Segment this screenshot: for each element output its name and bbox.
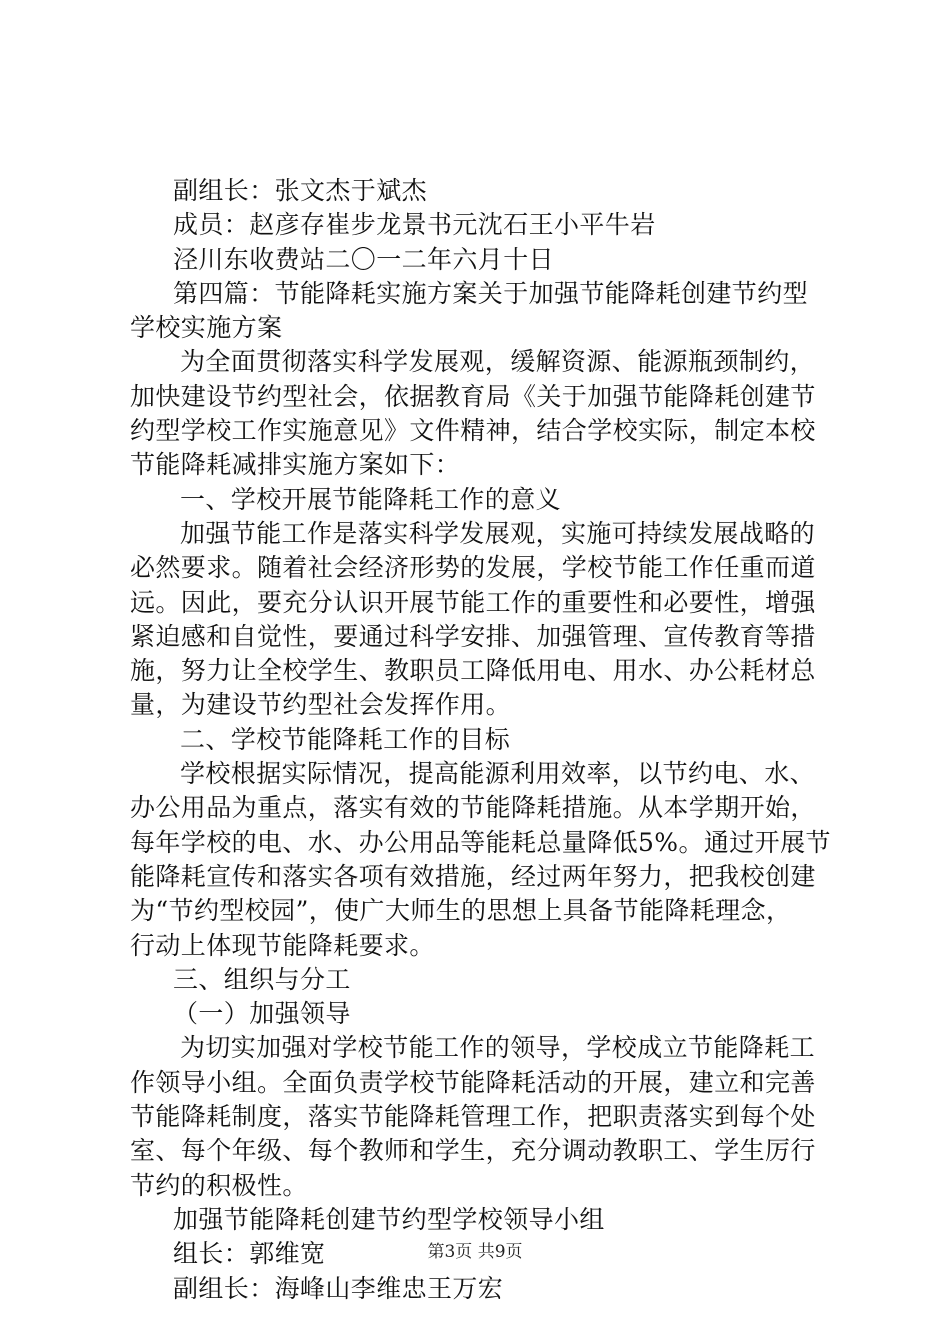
paragraph-line: 为全面贯彻落实科学发展观，缓解资源、能源瓶颈制约， bbox=[180, 347, 816, 377]
page-number-footer: 第3页 共9页 bbox=[427, 1242, 523, 1262]
text-line: 学校实施方案 bbox=[130, 313, 283, 343]
paragraph-line: 办公用品为重点，落实有效的节能降耗措施。从本学期开始， bbox=[130, 793, 816, 823]
paragraph-line: 为切实加强对学校节能工作的领导，学校成立节能降耗工 bbox=[180, 1033, 816, 1063]
text-line: 加强节能降耗创建节约型学校领导小组 bbox=[173, 1204, 605, 1234]
text-line: 泾川东收费站二〇一二年六月十日 bbox=[173, 244, 555, 274]
text-line: 副组长：张文杰于斌杰 bbox=[173, 176, 428, 205]
paragraph-line: 施，努力让全校学生、教职员工降低用电、用水、办公耗材总 bbox=[130, 656, 816, 686]
paragraph-line: 节约的积极性。 bbox=[130, 1170, 308, 1200]
section-heading: 第四篇：节能降耗实施方案关于加强节能降耗创建节约型 bbox=[173, 278, 809, 308]
subheading: 二、学校节能降耗工作的目标 bbox=[180, 724, 511, 754]
text-line: 成员：赵彦存崔步龙景书元沈石王小平牛岩 bbox=[173, 210, 656, 240]
paragraph-line: 量，为建设节约型社会发挥作用。 bbox=[130, 690, 512, 720]
paragraph-line: 加强节能工作是落实科学发展观，实施可持续发展战略的 bbox=[180, 518, 816, 548]
subheading: 一、学校开展节能降耗工作的意义 bbox=[180, 484, 562, 514]
paragraph-line: 每年学校的电、水、办公用品等能耗总量降低5%。通过开展节 bbox=[130, 827, 831, 857]
paragraph-line: 行动上体现节能降耗要求。 bbox=[130, 930, 435, 960]
paragraph-line: 学校根据实际情况，提高能源利用效率，以节约电、水、 bbox=[180, 759, 816, 789]
paragraph-line: 必然要求。随着社会经济形势的发展，学校节能工作任重而道 bbox=[130, 553, 816, 583]
paragraph-line: 远。因此，要充分认识开展节能工作的重要性和必要性，增强 bbox=[130, 587, 816, 617]
paragraph-line: 约型学校工作实施意见》文件精神，结合学校实际，制定本校 bbox=[130, 416, 816, 446]
paragraph-line: 作领导小组。全面负责学校节能降耗活动的开展，建立和完善 bbox=[130, 1067, 816, 1097]
paragraph-line: 紧迫感和自觉性，要通过科学安排、加强管理、宣传教育等措 bbox=[130, 621, 816, 651]
paragraph-line: 能降耗宣传和落实各项有效措施，经过两年努力，把我校创建 bbox=[130, 861, 816, 891]
paragraph-line: 室、每个年级、每个教师和学生，充分调动教职工、学生厉行 bbox=[130, 1136, 816, 1166]
document-body bbox=[130, 174, 830, 1306]
paragraph-line: 加快建设节约型社会，依据教育局《关于加强节能降耗创建节 bbox=[130, 381, 816, 411]
paragraph-line: 节能降耗减排实施方案如下： bbox=[130, 450, 461, 480]
text-line: 副组长：海峰山李维忠王万宏 bbox=[173, 1273, 504, 1303]
subheading: （一）加强领导 bbox=[173, 999, 351, 1029]
text-line: 组长：郭维宽 bbox=[173, 1239, 326, 1269]
paragraph-line: 节能降耗制度，落实节能降耗管理工作，把职责落实到每个处 bbox=[130, 1102, 816, 1132]
paragraph-line: 为“节约型校园”，使广大师生的思想上具备节能降耗理念， bbox=[130, 896, 792, 926]
subheading: 三、组织与分工 bbox=[173, 964, 351, 994]
